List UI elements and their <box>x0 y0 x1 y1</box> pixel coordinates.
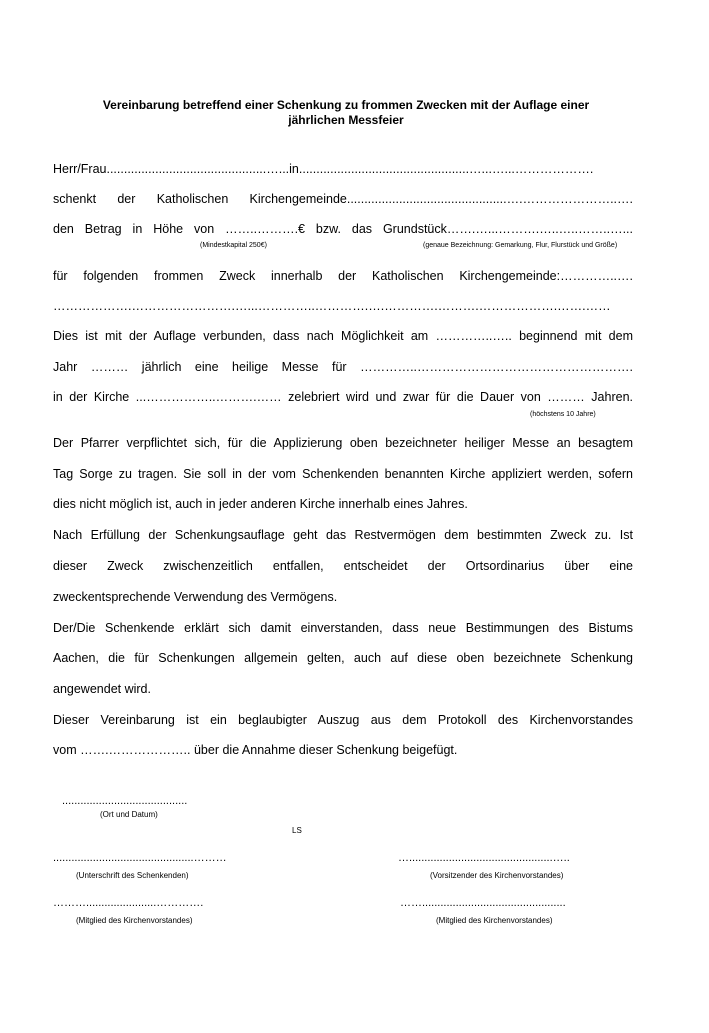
member2-signature-line: ……............................................... <box>400 897 566 909</box>
seal-label: LS <box>292 826 302 835</box>
donor-signature-caption: (Unterschrift des Schenkenden) <box>76 871 189 880</box>
paragraph-line: angewendet wird. <box>53 682 151 696</box>
title-line-1: Vereinbarung betreffend einer Schenkung zu frommen Zwecken mit der Auflage einer <box>102 98 590 112</box>
paragraph-line: dieser Zweck zwischenzeitlich entfallen, entscheidet der Ortsordinarius über eine <box>53 559 633 573</box>
donor-line: Herr/Frau..............................................…...in.................................................…...…...………………. <box>53 162 594 176</box>
note-grundstueck: (genaue Bezeichnung: Gemarkung, Flur, Flurstück und Größe) <box>423 242 618 249</box>
chairman-signature-caption: (Vorsitzender des Kirchenvorstandes) <box>430 871 564 880</box>
paragraph-line: Aachen, die für Schenkungen allgemein gelten, auch auf diese oben bezeichnete Schenkung <box>53 651 633 665</box>
note-hoechstens: (höchstens 10 Jahre) <box>530 411 596 418</box>
donor-signature-line: ..............................................……… <box>53 852 227 864</box>
paragraph-line: zweckentsprechende Verwendung des Vermögens. <box>53 590 338 604</box>
mass-line: Jahr ……… jährlich eine heilige Messe für …………..……………………………………………. <box>53 360 633 374</box>
member1-signature-line: ……….......................…………. <box>53 897 204 909</box>
church-line: in der Kirche ...……………..……….…… zelebriert wird und zwar für die Dauer von ……… Jahren. <box>53 390 633 404</box>
member1-signature-caption: (Mitglied des Kirchenvorstandes) <box>76 916 193 925</box>
paragraph-line: Tag Sorge zu tragen. Sie soll in der vom Schenkenden benannten Kirche appliziert werden, sofern <box>53 467 633 481</box>
place-date-line: ......................................... <box>62 795 188 807</box>
paragraph-line: vom …….……………….. über die Annahme dieser Schenkung beigefügt. <box>53 743 458 757</box>
paragraph-line: Der/Die Schenkende erklärt sich damit einverstanden, dass neue Bestimmungen des Bistums <box>53 621 633 635</box>
condition-line: Dies ist mit der Auflage verbunden, dass nach Möglichkeit am …………..….. beginnend mit dem <box>53 329 633 343</box>
chairman-signature-line: …...............................................….. <box>398 852 570 864</box>
parish-line: schenkt der Katholischen Kirchengemeinde..............................................….…………………..…. <box>53 192 633 206</box>
amount-line: den Betrag in Höhe von ……..……….€ bzw. das Grundstück…….…...……….…..…..……..…... <box>53 222 633 236</box>
document-title <box>53 98 639 128</box>
paragraph-line: dies nicht möglich ist, auch in jeder anderen Kirche innerhalb eines Jahres. <box>53 497 468 511</box>
member2-signature-caption: (Mitglied des Kirchenvorstandes) <box>436 916 553 925</box>
place-date-caption: (Ort und Datum) <box>100 810 158 819</box>
title-line-2: jährlichen Messfeier <box>288 113 404 127</box>
purpose-line: für folgenden frommen Zweck innerhalb der Katholischen Kirchengemeinde:…………..…. <box>53 269 633 283</box>
paragraph-line: Der Pfarrer verpflichtet sich, für die Applizierung oben bezeichneter heiliger Messe an besagtem <box>53 436 633 450</box>
paragraph-line: Dieser Vereinbarung ist ein beglaubigter Auszug aus dem Protokoll des Kirchenvorstandes <box>53 713 633 727</box>
purpose-dots-line: ……………….…………………….…...…………..………….….………….……….……………….…….…… <box>53 299 611 313</box>
note-mindestkapital: (Mindestkapital 250€) <box>200 242 267 249</box>
paragraph-line: Nach Erfüllung der Schenkungsauflage geht das Restvermögen dem bestimmten Zweck zu. Ist <box>53 528 633 542</box>
